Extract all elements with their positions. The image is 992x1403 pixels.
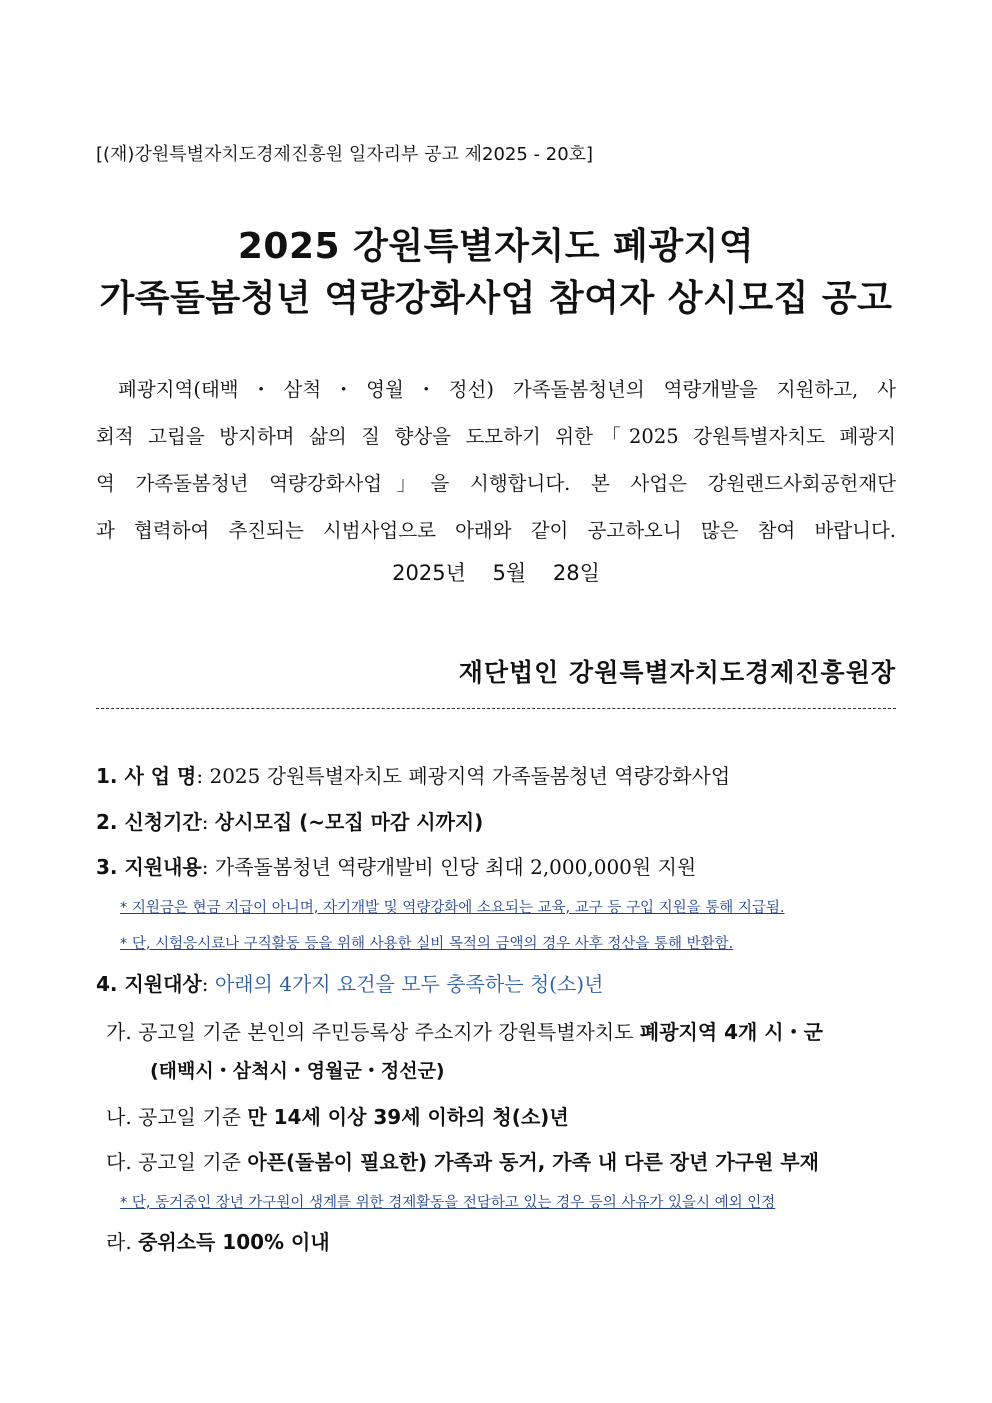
item4-label: 4. 지원대상 <box>96 972 202 996</box>
announcement-date: 2025년 5월 28일 <box>392 561 600 585</box>
intro-line-4: 과 협력하여 추진되는 시범사업으로 아래와 같이 공고하오니 많은 참여 바랍니다. <box>96 519 896 542</box>
condition-ga-continued: (태백시・삼척시・영월군・정선군) <box>150 1060 445 1082</box>
notice-number: [(재)강원특별자치도경제진흥원 일자리부 공고 제2025 - 20호] <box>96 144 594 165</box>
condition-na-bold: 만 14세 이상 39세 이하의 청(소)년 <box>247 1105 569 1129</box>
intro-paragraph <box>96 366 896 554</box>
item2-label: 2. 신청기간 <box>96 810 202 834</box>
item3-value: 가족돌봄청년 역량개발비 인당 최대 2,000,000원 지원 <box>214 855 697 879</box>
dashed-divider <box>96 708 896 709</box>
intro-line-1: 폐광지역(태백・삼척・영월・정선) 가족돌봄청년의 역량개발을 지원하고, 사 <box>118 378 896 401</box>
page-title-line1: 2025 강원특별자치도 폐광지역 <box>237 226 755 267</box>
page-title-line2: 가족돌봄청년 역량강화사업 참여자 상시모집 공고 <box>99 278 893 319</box>
item4-value: 아래의 4가지 요건을 모두 충족하는 청(소)년 <box>214 972 604 996</box>
intro-line-3: 역 가족돌봄청년 역량강화사업」을 시행합니다. 본 사업은 강원랜드사회공헌재단 <box>96 472 896 495</box>
condition-da-bold: 아픈(돌봄이 필요한) 가족과 동거, 가족 내 다른 장년 가구원 부재 <box>247 1150 819 1174</box>
condition-na <box>106 1101 569 1130</box>
item-eligibility: 4. 지원대상: 아래의 4가지 요건을 모두 충족하는 청(소)년 <box>96 972 604 996</box>
item3-label: 3. 지원내용 <box>96 855 202 879</box>
item2-value: 상시모집 (~모집 마감 시까지) <box>214 810 484 834</box>
intro-line-2: 회적 고립을 방지하며 삶의 질 향상을 도모하기 위한「2025 강원특별자치도 폐광지 <box>96 425 896 448</box>
item1-value: 2025 강원특별자치도 폐광지역 가족돌봄청년 역량강화사업 <box>209 764 731 788</box>
condition-na-text: 나. 공고일 기준 <box>106 1105 248 1129</box>
item-project-name: 1. 사 업 명: 2025 강원특별자치도 폐광지역 가족돌봄청년 역량강화사업 <box>96 764 731 788</box>
condition-da-text: 다. 공고일 기준 <box>106 1150 248 1174</box>
item-application-period: 2. 신청기간: 상시모집 (~모집 마감 시까지) <box>96 810 484 834</box>
condition-ga-bold: 폐광지역 4개 시・군 <box>639 1020 823 1044</box>
organization-signature: 재단법인 강원특별자치도경제진흥원장 <box>458 658 896 687</box>
item-support-content: 3. 지원내용: 가족돌봄청년 역량개발비 인당 최대 2,000,000원 지원 <box>96 855 697 879</box>
item3-note-1: * 지원금은 현금 지급이 아니며, 자기개발 및 역량강화에 소요되는 교육, 교구 등 구입 지원을 통해 지급됨. <box>120 900 785 916</box>
item3-note-2: * 단, 시험응시료나 구직활동 등을 위해 사용한 실비 목적의 금액의 경우 사후 정산을 통해 반환함. <box>120 936 734 952</box>
condition-ra <box>106 1226 330 1255</box>
condition-ga-text: 가. 공고일 기준 본인의 주민등록상 주소지가 강원특별자치도 <box>106 1020 640 1044</box>
condition-ga <box>106 1016 823 1045</box>
condition-da-note: * 단, 동거중인 장년 가구원이 생계를 위한 경제활동을 전담하고 있는 경우 등의 사유가 있을시 예외 인정 <box>120 1195 776 1211</box>
condition-da <box>106 1146 819 1175</box>
item1-label: 1. 사 업 명 <box>96 764 197 788</box>
condition-ra-bold: 중위소득 100% 이내 <box>138 1230 330 1254</box>
condition-ra-text: 라. <box>106 1230 139 1254</box>
